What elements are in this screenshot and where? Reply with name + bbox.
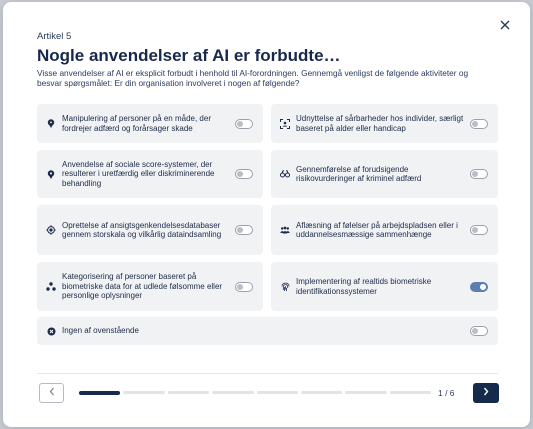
progress-bar [79,391,431,395]
option-card-manipulation[interactable] [37,104,263,143]
option-card-face-database[interactable] [37,205,263,255]
option-label: Oprettelse af ansigtsgenkendelsesdatabaser gennem storskala og vilkårlig dataindsamling [62,220,222,239]
group-icon [279,226,291,234]
page-indicator: 1 / 6 [438,388,455,398]
option-card-social-scoring[interactable] [37,150,263,198]
option-label: Implementering af realtids biometriske identifikationssystemer [296,277,432,296]
option-card-predictive-risk[interactable] [271,150,498,198]
cluster-icon [45,282,57,291]
toggle-biometric-categorisation[interactable] [235,282,253,292]
progress-segment [345,391,386,394]
dialog [3,2,530,427]
pin-icon [45,119,57,128]
close-icon[interactable] [496,16,514,34]
option-card-none[interactable] [37,317,498,345]
option-label: Manipulering af personer på en måde, der fordrejer adfærd og forårsager skade [62,114,211,133]
progress-segment [123,391,164,394]
option-label: Gennemførelse af forudsigende risikovurderinger af kriminel adfærd [296,164,422,183]
option-label: Ingen af ovenstående [62,326,139,336]
option-card-vulnerabilities[interactable] [271,104,498,143]
option-card-biometric-categorisation[interactable] [37,262,263,311]
next-button[interactable] [473,383,499,403]
toggle-social-scoring[interactable] [235,169,253,179]
x-circle-icon [45,327,57,336]
toggle-none[interactable] [470,326,488,336]
fingerprint-icon [279,282,291,292]
progress-segment [212,391,253,394]
footer-divider [37,373,498,374]
dialog-title: Nogle anvendelser af AI er forbudte… [37,46,341,65]
toggle-realtime-biometric[interactable] [470,282,488,292]
toggle-vulnerabilities[interactable] [470,119,488,129]
person-focus-icon [279,119,291,129]
article-label: Artikel 5 [37,31,72,42]
previous-button[interactable] [39,383,64,403]
option-card-realtime-biometric[interactable] [271,262,498,311]
option-label: Udnyttelse af sårbarheder hos individer, særligt baseret på alder eller handicap [296,114,464,133]
option-card-emotion-recognition[interactable] [271,205,498,255]
chevron-left-icon [49,387,55,399]
toggle-face-database[interactable] [235,225,253,235]
toggle-manipulation[interactable] [235,119,253,129]
dialog-description: Visse anvendelser af AI er eksplicit forbudt i henhold til AI-forordningen. Gennemgå venligst de følgende aktiviteter og besvar spørgsmålet: Er din organisation involveret i nogen af følgende? [37,68,469,88]
option-label: Kategorisering af personer baseret på biometriske data for at udlede følsomme eller personlige oplysninger [62,272,223,301]
binoculars-icon [279,170,291,178]
chevron-right-icon [483,387,489,399]
progress-segment [257,391,298,394]
option-label: Anvendelse af sociale score-systemer, der resulterer i uretfærdig eller diskriminerende behandling [62,159,215,188]
toggle-emotion-recognition[interactable] [470,225,488,235]
progress-segment [79,391,120,395]
progress-segment [168,391,209,394]
location-icon [45,170,57,179]
progress-segment [301,391,342,394]
option-label: Aflæsning af følelser på arbejdspladsen eller i uddannelsesmæssige sammenhænge [296,220,458,239]
progress-segment [390,391,431,394]
face-scan-icon [45,225,57,235]
toggle-predictive-risk[interactable] [470,169,488,179]
